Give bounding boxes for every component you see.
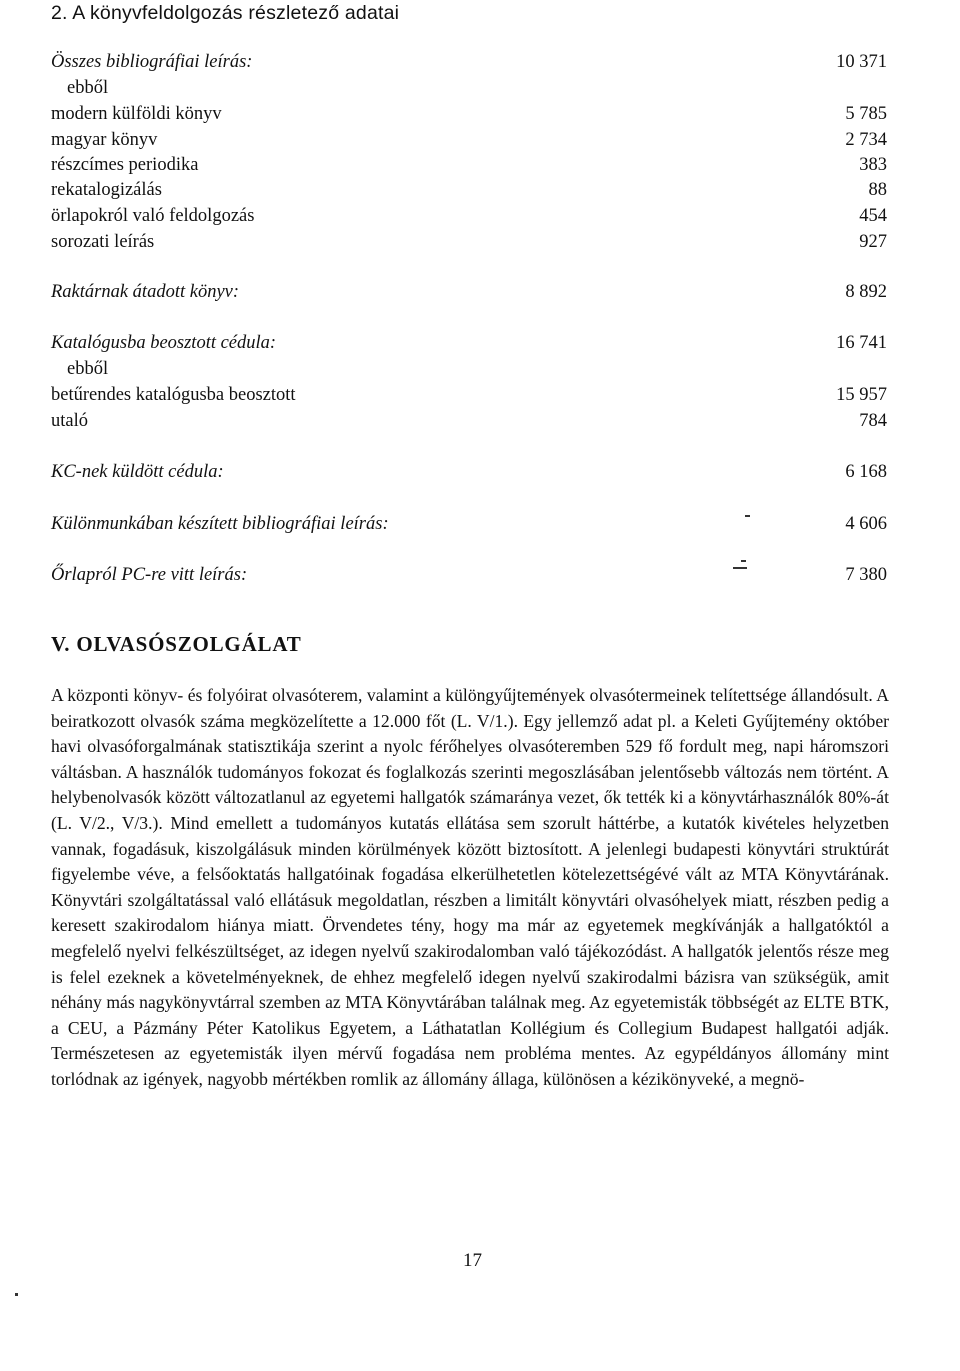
stat-label: utaló (51, 411, 88, 431)
stat-label: ebből (67, 359, 109, 379)
stat-label: KC-nek küldött cédula: (51, 462, 224, 482)
stat-label: Raktárnak átadott könyv: (51, 282, 240, 302)
stat-row-utalo (51, 409, 887, 433)
stat-label: örlapokról való feldolgozás (51, 206, 255, 226)
stat-label: rekatalogizálás (51, 180, 162, 200)
stat-row-betu (51, 383, 887, 407)
stat-row-raktar (51, 280, 887, 304)
stat-value: 16 741 (836, 333, 887, 353)
stat-value: 2 734 (845, 130, 887, 150)
stat-label: Összes bibliográfiai leírás: (51, 52, 253, 72)
stat-row-katalogus (51, 331, 887, 355)
stat-value: 7 380 (845, 565, 887, 585)
stat-label: részcímes periodika (51, 155, 199, 175)
stat-row-rekatalog (51, 178, 887, 202)
stat-label: betűrendes katalógusba beosztott (51, 385, 296, 405)
stat-value: 6 168 (845, 462, 887, 482)
stat-value: 8 892 (845, 282, 887, 302)
stat-value: 4 606 (845, 514, 887, 534)
stat-row-osszes (51, 50, 887, 74)
scan-speck (745, 515, 750, 517)
stat-value: 10 371 (836, 52, 887, 72)
stat-label: ebből (67, 78, 109, 98)
stat-row-periodika (51, 153, 887, 177)
stat-row-ebbol-2 (51, 357, 887, 381)
stat-value: 88 (868, 180, 887, 200)
stat-row-magyar (51, 128, 887, 152)
stat-label: Különmunkában készített bibliográfiai leírás: (51, 514, 389, 534)
scan-speck (733, 567, 747, 569)
stat-row-orlap (51, 204, 887, 228)
page-number: 17 (463, 1250, 482, 1271)
section-title: V. OLVASÓSZOLGÁLAT (51, 632, 302, 656)
stat-label: Őrlapról PC-re vitt leírás: (51, 565, 248, 585)
stat-value: 454 (859, 206, 887, 226)
scan-speck (15, 1293, 18, 1296)
stat-label: Katalógusba beosztott cédula: (51, 333, 277, 353)
stat-row-kc (51, 460, 887, 484)
stat-row-sorozati (51, 230, 887, 254)
stat-row-kulonmunka (51, 512, 887, 536)
stat-label: magyar könyv (51, 130, 158, 150)
section-heading: 2. A könyvfeldolgozás részletező adatai (51, 2, 400, 24)
stat-row-ebbol (51, 76, 887, 100)
body-paragraph: A központi könyv- és folyóirat olvasóterem, valamint a különgyűjtemények olvasótermeinek telítettsége állandósult. A beiratkozott olvasók száma megközelítette a 12.000 főt (L. V/1.). Egy jellemző adat pl. a Keleti Gyűjtemény október havi olvasóforgalmának statisztikája szerint a nyolc férőhelyes olvasóteremben 529 fő fordult meg, napi háromszori váltásban. A használók tudományos fokozat és foglalkozás szerinti megoszlásában jelentősebb változás nem történt. A helybenolvasók között változatlanul az egyetemi hallgatók számaránya vezet, ők tették ki a könyvtárhasználók 80%-át (L. V/2., V/3.). Mind emellett a tudományos kutatás ellátása sem szorult háttérbe, a kutatók kivételes helyzetben vannak, fogadásuk, kiszolgálásuk minden körülmények között biztosított. A jelenlegi budapesti könyvtári struktúrát figyelembe véve, a felsőoktatás hallgatóinak fogadása elkerülhetetlen kötelezettségévé vált az MTA Könyvtárának. Könyvtári szolgáltatással való ellátásuk megoldatlan, részben a limitált könyvtári olvasóhelyek miatt, részben pedig a keresett szakirodalom hiánya miatt. Örvendetes tény, hogy ma már az egyetemek megkívánják a hallgatóktól a megfelelő nyelvi felkészültséget, az idegen nyelvű szakirodalomban való tájékozódást. A hallgatók jelentős része meg is felel ezeknek a követelményeknek, de ehhez megfelelő idegen nyelvű szakirodalmi bázisra van szükségük, amit néhány más nagykönyvtárral szemben az MTA Könyvtárában találnak meg. Az egyetemisták többségét az ELTE BTK, a CEU, a Pázmány Péter Katolikus Egyetem, a Láthatatlan Kollégium és Collegium Budapest hallgatói adják. Természetesen az egyetemisták ilyen mérvű fogadása nem probléma mentes. Az egypéldányos állomány mint torlódnak az igények, nagyobb mértékben romlik az állomány állaga, különösen a kézikönyveké, a megnö- (51, 685, 889, 1089)
stat-value: 927 (859, 232, 887, 252)
stat-value: 383 (859, 155, 887, 175)
stat-value: 5 785 (845, 104, 887, 124)
stat-row-kulfoldi (51, 102, 887, 126)
stat-row-orlaprol (51, 563, 887, 587)
stat-value: 784 (859, 411, 887, 431)
stat-label: modern külföldi könyv (51, 104, 222, 124)
stat-label: sorozati leírás (51, 232, 155, 252)
scan-speck (741, 560, 746, 562)
stat-value: 15 957 (836, 385, 887, 405)
